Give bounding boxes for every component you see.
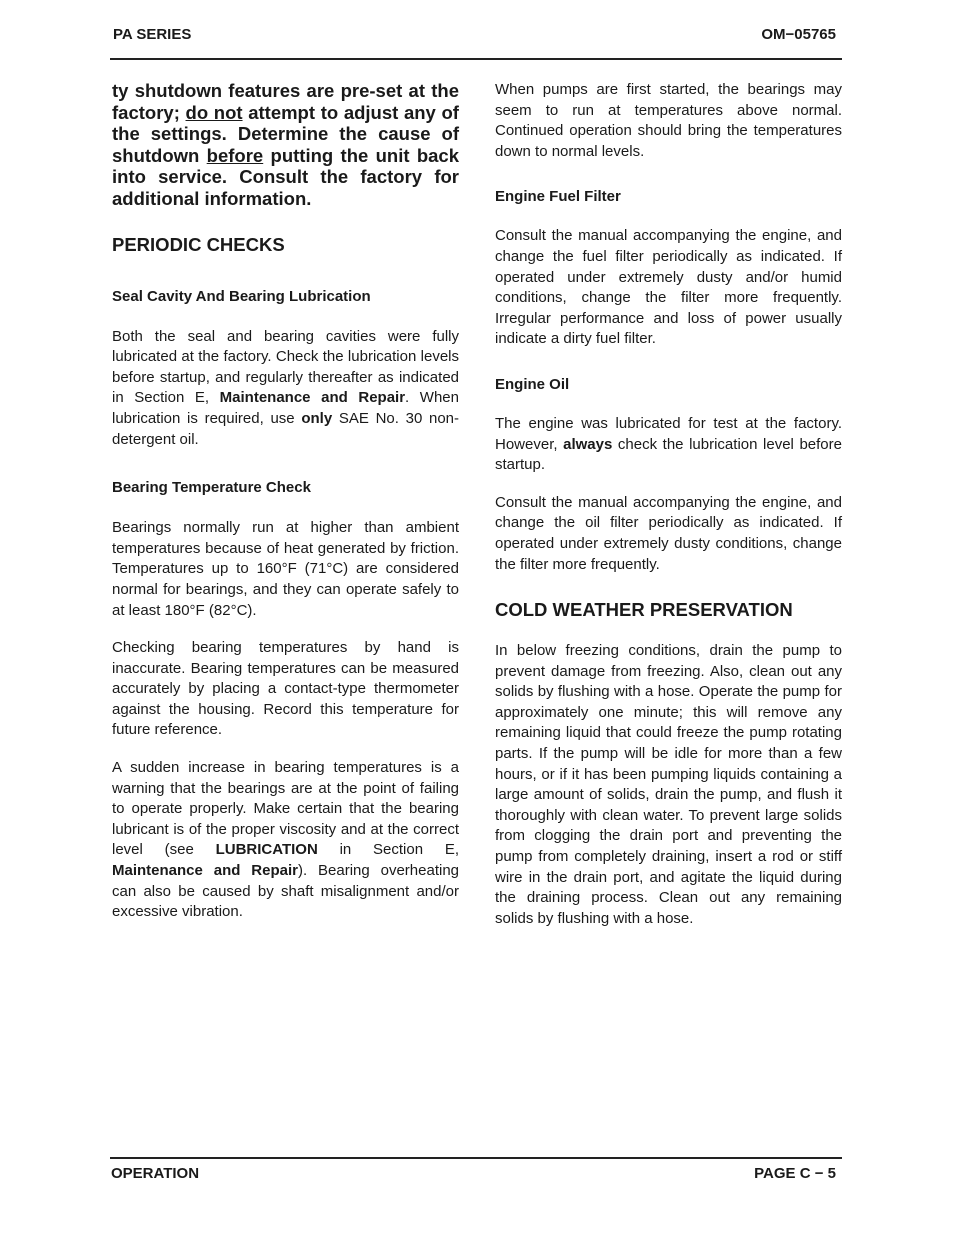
bearing-temp-heading: Bearing Temperature Check	[112, 479, 311, 497]
header-doc-number: OM−05765	[761, 26, 836, 43]
seal-lubrication-heading: Seal Cavity And Bearing Lubrication	[112, 287, 371, 305]
seal-lubrication-paragraph: Both the seal and bearing cavities were fully lubricated at the factory. Check the lubrication levels before startup, and regularly thereafter as indicated in Section E, Maintenance and Repair. When lubrication is required, use only SAE No. 30 non-detergent oil.	[112, 327, 459, 448]
right-column	[495, 80, 842, 929]
startup-paragraph: When pumps are first started, the bearings may seem to run at temperatures above normal. Continued operation should bring the temperatures down to normal levels.	[495, 81, 842, 160]
bearing-temp-paragraph-2: Checking bearing temperatures by hand is inaccurate. Bearing temperatures can be measured accurately by placing a contact-type thermometer against the housing. Record this temperature for future reference.	[112, 639, 459, 739]
header-rule	[110, 58, 842, 60]
cold-weather-paragraph: In below freezing conditions, drain the pump to prevent damage from freezing. Also, clean out any solids by flushing with a hose. Operate the pump for approximately one minute; this will remove any remaining liquid that could freeze the pump rotating parts. If the pump will be idle for more than a few hours, or if it has been pumping liquids containing a large amount of solids, drain the pump, and flush it thoroughly with clean water. To prevent large solids from clogging the drain port and preventing the pump from completely draining, insert a rod or stiff wire in the drain port, and agitate the liquid during the draining process. Clean out any remaining solids by flushing with a hose.	[495, 642, 842, 927]
engine-fuel-filter-heading: Engine Fuel Filter	[495, 188, 621, 206]
footer-rule	[110, 1157, 842, 1159]
bearing-temp-paragraph-3: A sudden increase in bearing temperatures is a warning that the bearings are at the point of failing to operate properly. Make certain that the bearing lubricant is of the proper viscosity and at the correct level (see LUBRICATION in Section E, Maintenance and Repair). Bearing overheating can also be caused by shaft misalignment and/or excessive vibration.	[112, 759, 460, 921]
bearing-temp-paragraph-1: Bearings normally run at higher than ambient temperatures because of heat generated by friction. Temperatures up to 160°F (71°C) are considered normal for bearings, and they can operate safely to at least 180°F (82°C).	[112, 519, 459, 619]
shutdown-intro: ty shutdown features are pre-set at the factory; do not attempt to adjust any of the settings. Determine the cause of shutdown before putting the unit back into service. Consult the factory for additional information.	[112, 80, 459, 209]
left-column	[112, 80, 459, 923]
header-series: PA SERIES	[113, 26, 192, 43]
footer-section: OPERATION	[111, 1165, 200, 1182]
engine-oil-heading: Engine Oil	[495, 375, 570, 393]
periodic-checks-heading: PERIODIC CHECKS	[112, 233, 285, 255]
cold-weather-heading: COLD WEATHER PRESERVATION	[495, 599, 793, 621]
engine-oil-paragraph-1: The engine was lubricated for test at the factory. However, always check the lubrication level before startup.	[495, 414, 842, 474]
engine-oil-paragraph-2: Consult the manual accompanying the engine, and change the oil filter periodically as indicated. If operated under extremely dusty conditions, change the filter more frequently.	[495, 493, 842, 573]
footer-page-number: PAGE C − 5	[754, 1165, 836, 1182]
engine-fuel-filter-paragraph: Consult the manual accompanying the engine, and change the fuel filter periodically as indicated. If operated under extremely dusty and/or humid conditions, change the filter more frequently. Irregular performance and loss of power usually indicate a dirty fuel filter.	[495, 227, 842, 348]
